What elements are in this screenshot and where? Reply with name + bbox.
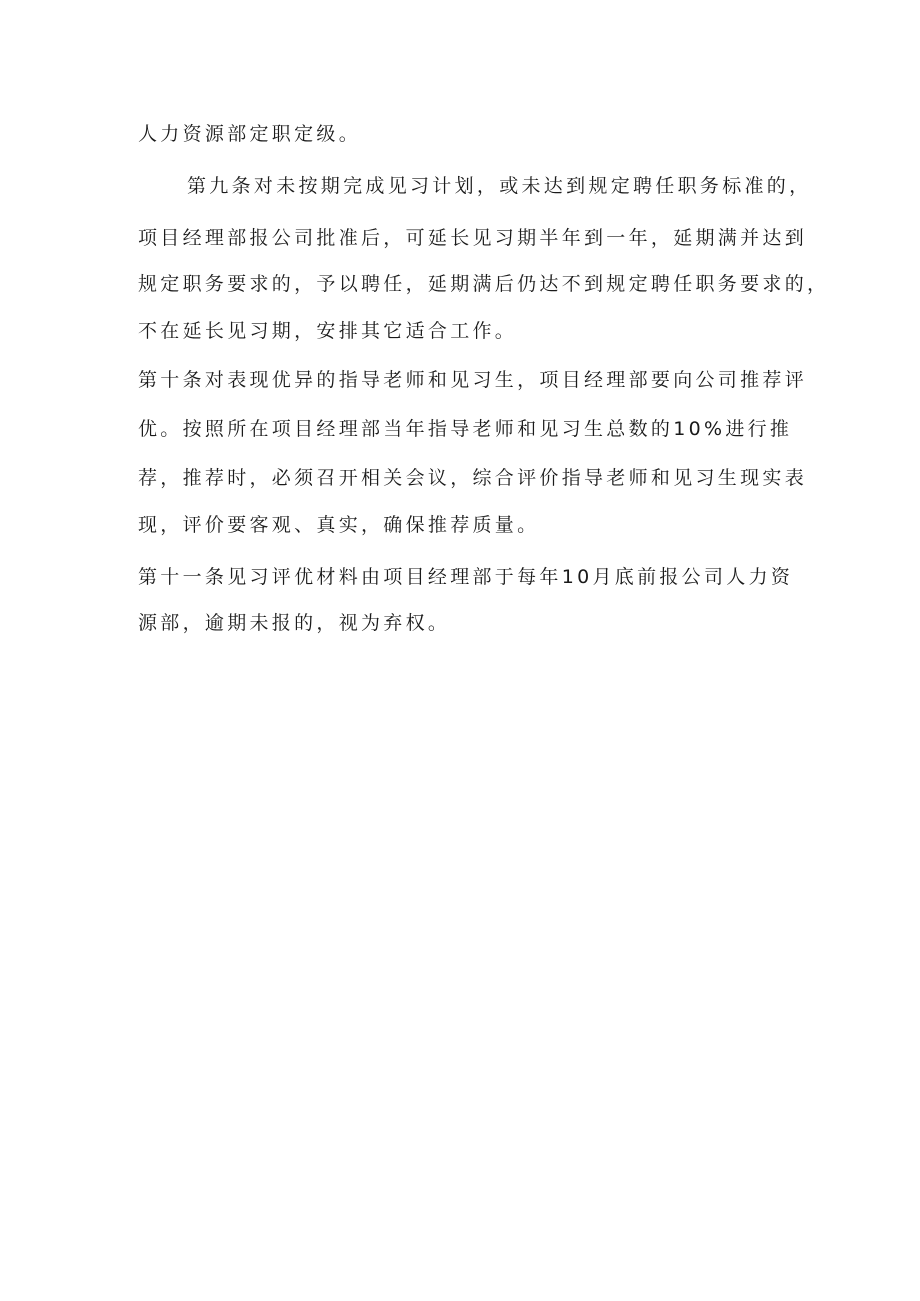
paragraph-line: 第十条对表现优异的指导老师和见习生，项目经理部要向公司推荐评 bbox=[138, 369, 808, 391]
paragraph-line: 第十一条见习评优材料由项目经理部于每年10月底前报公司人力资 bbox=[138, 566, 794, 588]
paragraph-line: 项目经理部报公司批准后，可延长见习期半年到一年，延期满并达到 bbox=[138, 227, 808, 249]
paragraph-line: 人力资源部定职定级。 bbox=[138, 123, 362, 145]
paragraph-line: 源部，逾期未报的，视为弃权。 bbox=[138, 612, 451, 634]
paragraph-line: 规定职务要求的，予以聘任，延期满后仍达不到规定聘任职务要求的， bbox=[138, 273, 830, 295]
paragraph-line: 第九条对未按期完成见习计划，或未达到规定聘任职务标准的， bbox=[187, 175, 812, 197]
paragraph-line: 不在延长见习期，安排其它适合工作。 bbox=[138, 320, 518, 342]
paragraph-line: 优。按照所在项目经理部当年指导老师和见习生总数的10%进行推 bbox=[138, 418, 793, 440]
paragraph-line: 现，评价要客观、真实，确保推荐质量。 bbox=[138, 514, 540, 536]
paragraph-line: 荐，推荐时，必须召开相关会议，综合评价指导老师和见习生现实表 bbox=[138, 467, 808, 489]
